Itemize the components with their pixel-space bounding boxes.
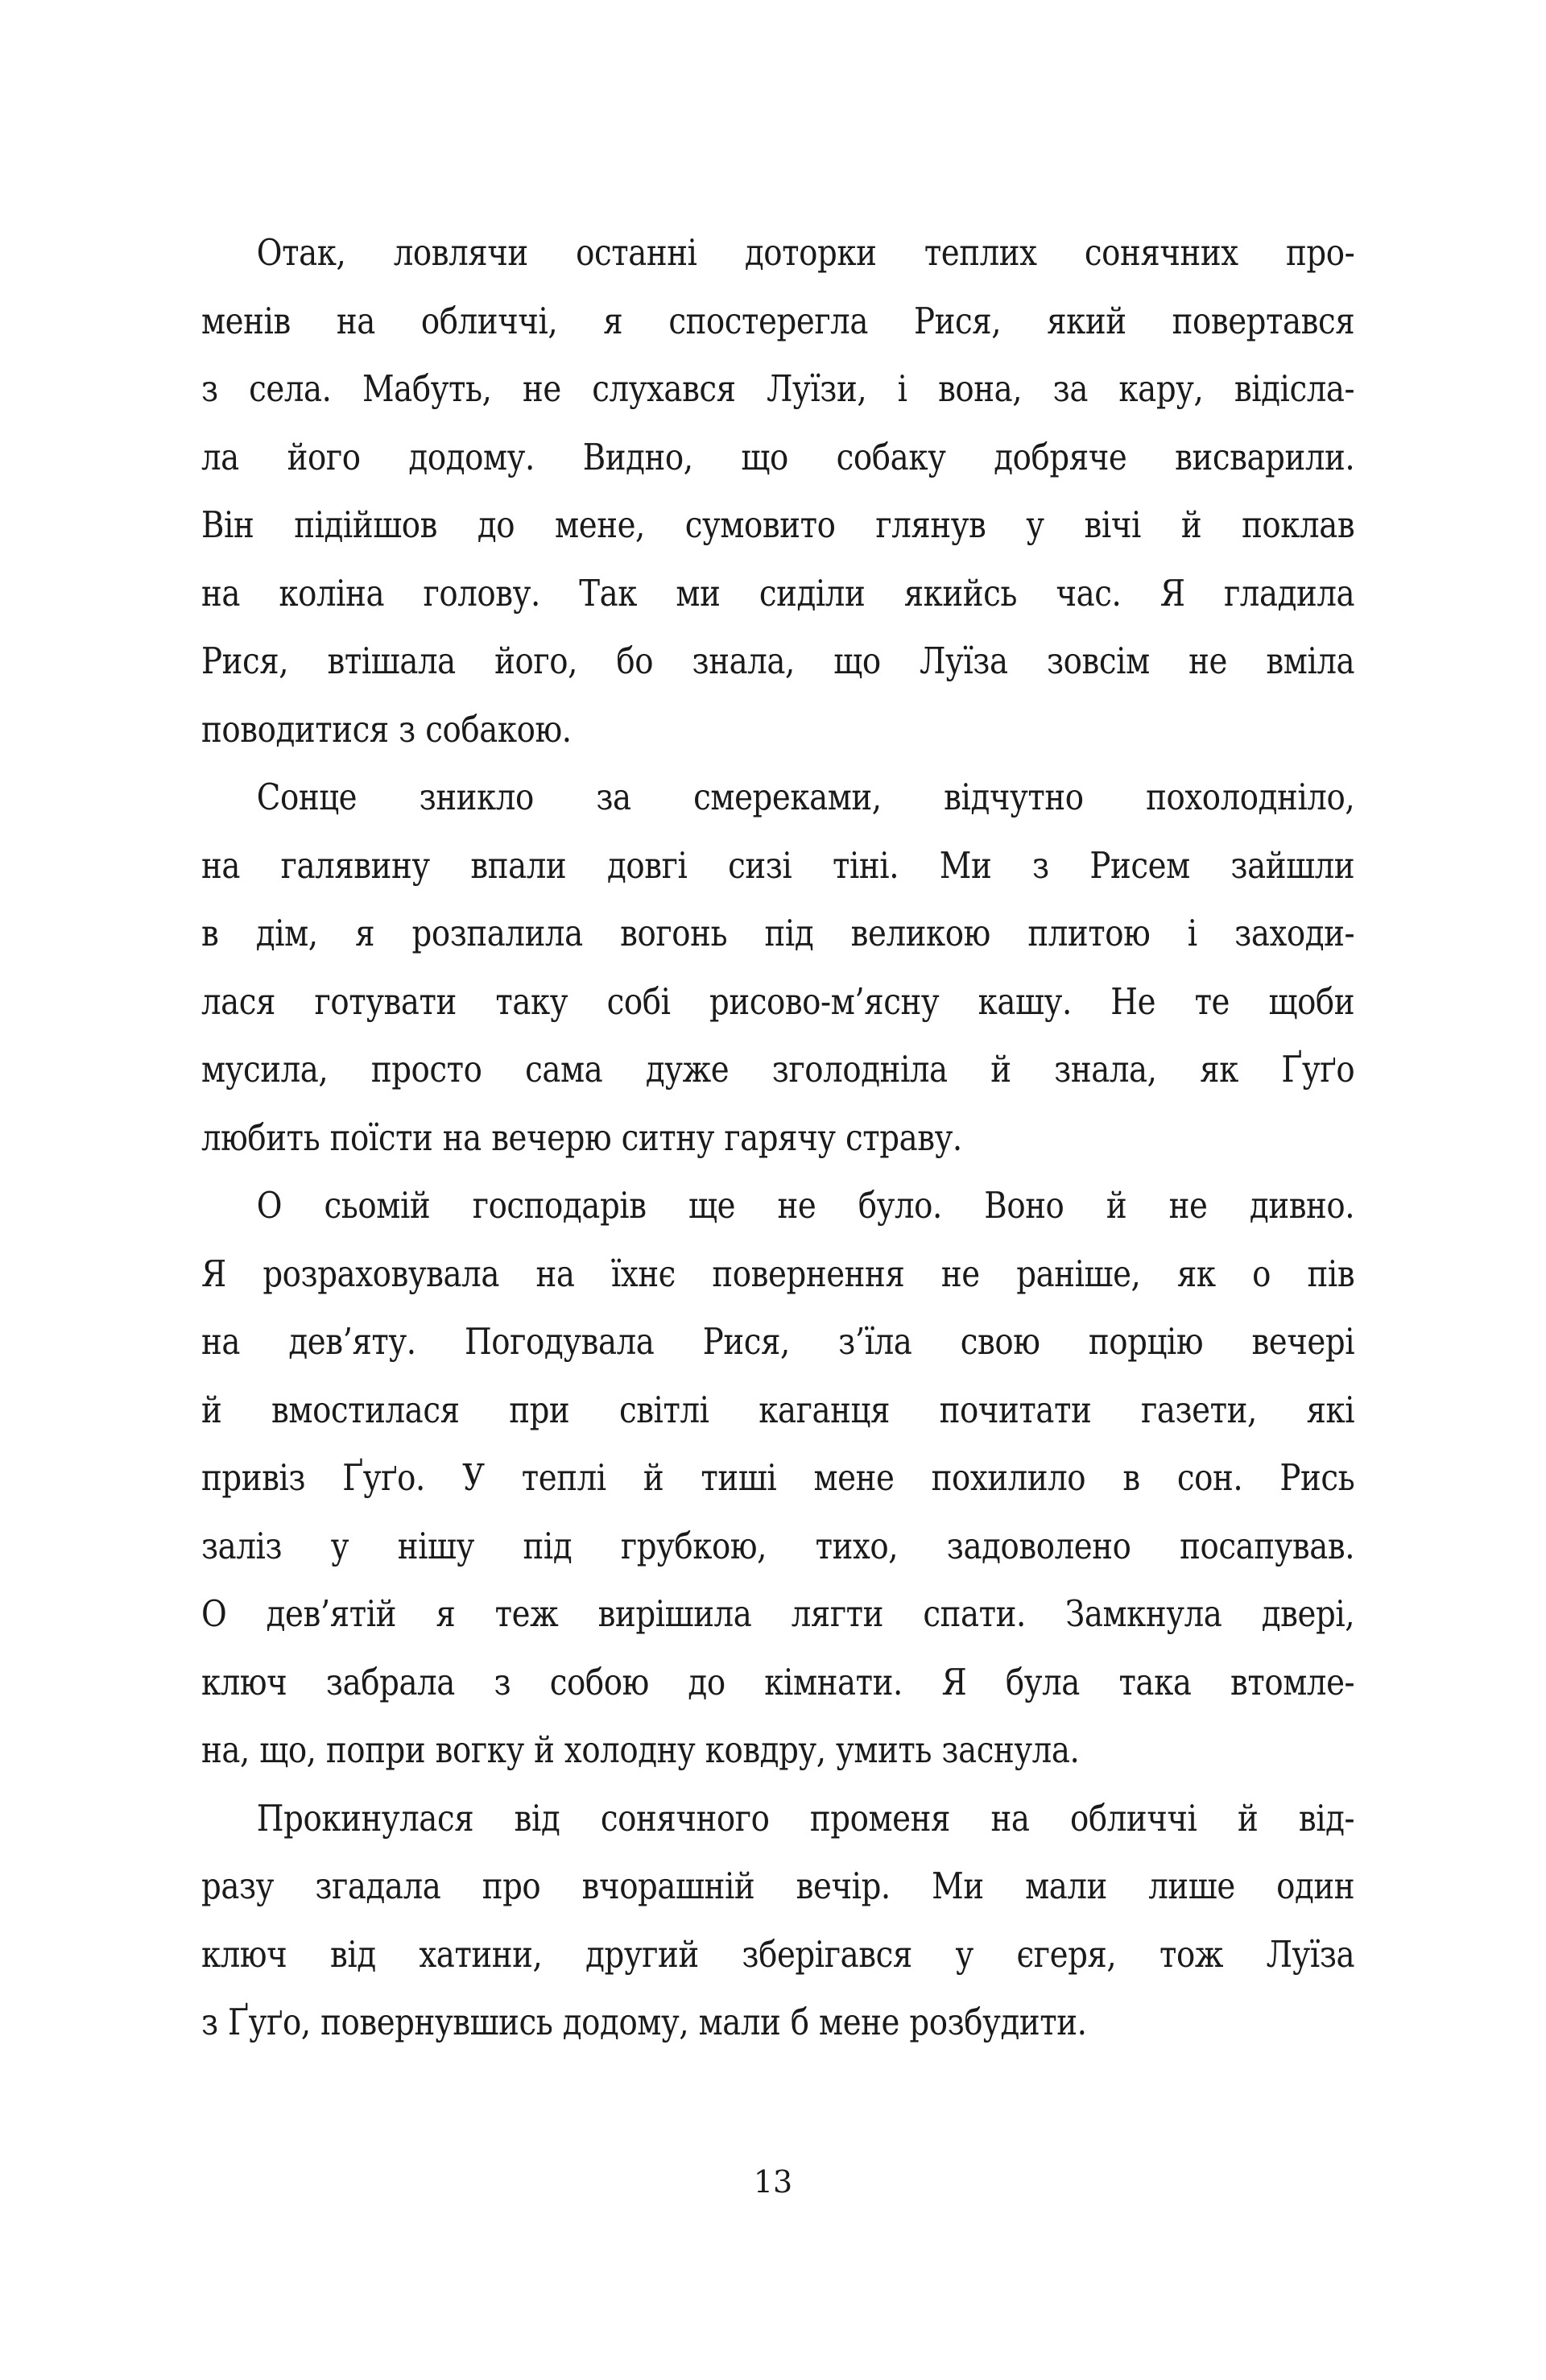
text-line: Сонце зникло за смереками, відчутно похолодніло, [256,776,1355,818]
text-line: на коліна голову. Так ми сиділи якийсь час. Я гладила [201,571,1355,615]
text-line: на дев’яту. Погодувала Рися, з’їла свою порцію вечері [201,1320,1355,1363]
text-line: Отак, ловлячи останні доторки теплих сонячних про- [256,231,1355,274]
text-line: О дев’ятій я теж вирішила лягти спати. Замкнула двері, [201,1592,1355,1635]
text-line: мусила, просто сама дуже зголодніла й знала, як Ґуґо [201,1048,1355,1091]
text-line: разу згадала про вчорашній вечір. Ми мали лише один [201,1865,1355,1907]
text-line: поводитися з собакою. [201,707,572,751]
paragraph [201,764,1354,1172]
text-line: в дім, я розпалила вогонь під великою плитою і заходи- [201,912,1355,954]
text-line: ла його додому. Видно, що собаку добряче висварили. [201,435,1355,478]
body-text [201,219,1354,2057]
text-line: на галявину впали довгі сизі тіні. Ми з Рисем зайшли [201,843,1355,887]
text-line: Прокинулася від сонячного променя на обличчі й від- [256,1796,1355,1840]
text-line: Він підійшов до мене, сумовито глянув у вічі й поклав [201,503,1355,546]
text-line: Я розраховувала на їхнє повернення не раніше, як о пів [201,1252,1355,1295]
text-line: лася готувати таку собі рисово-м’ясну кашу. Не те щоби [201,979,1355,1023]
text-line: привіз Ґуґо. У теплі й тиші мене похилило в сон. Рись [201,1456,1355,1499]
text-line: ключ від хатини, другий зберігався у єгеря, тож Луїза [201,1932,1355,1976]
text-line: й вмостилася при світлі каганця почитати газети, які [201,1388,1355,1431]
text-line: любить поїсти на вечерю ситну гарячу страву. [201,1115,962,1159]
text-line: з села. Мабуть, не слухався Луїзи, і вона, за кару, відісла- [201,367,1355,410]
paragraph [201,1172,1354,1785]
paragraph [201,219,1354,764]
text-line: О сьомій господарів ще не було. Воно й не дивно. [256,1184,1355,1227]
page-number: 13 [753,2164,793,2200]
text-line: Рися, втішала його, бо знала, що Луїза зовсім не вміла [201,639,1355,682]
text-line: менів на обличчі, я спостерегла Рися, який повертався [201,299,1355,342]
text-line: ключ забрала з собою до кімнати. Я була така втомле- [201,1660,1355,1703]
paragraph [201,1785,1354,2057]
text-line: заліз у нішу під грубкою, тихо, задоволено посапував. [201,1524,1355,1567]
text-line: з Ґуґо, повернувшись додому, мали б мене розбудити. [201,2001,1087,2043]
text-line: на, що, попри вогку й холодну ковдру, умить заснула. [201,1728,1080,1771]
